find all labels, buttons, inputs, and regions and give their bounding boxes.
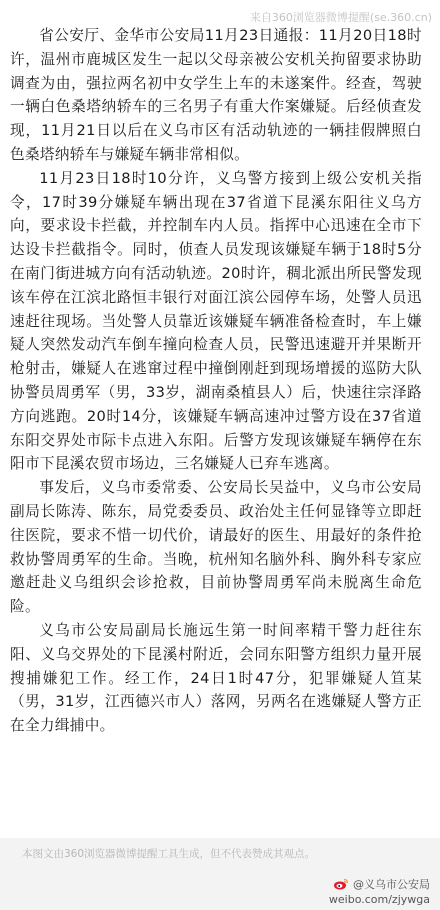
article-body (10, 24, 422, 738)
article-paragraph: 义乌市公安局副局长施远生第一时间率精干警力赶往东阳、义乌交界处的下昆溪村附近，会同东阳警方组织力量开展搜捕嫌犯工作。经工作，24日1时47分，犯罪嫌疑人笪某（男，31岁，江西德兴市人）落网，另两名在逃嫌疑人警方正在全力缉捕中。 (10, 621, 422, 735)
disclaimer-text: 本图文由360浏览器微博提醒工具生成，但不代表赞成其观点。 (22, 848, 316, 860)
watermark-url: weibo.com/zjywga (328, 893, 430, 906)
source-note: 来自360浏览器微博提醒(se.360.cn) (249, 11, 432, 24)
article-paragraph: 11月23日18时10分许，义乌警方接到上级公安机关指令，17时39分嫌疑车辆出现在37省道下昆溪东阳往义乌方向，要求设卡拦截，并控制车内人员。指挥中心迅速在全市下达设卡拦截指令。同时，侦查人员发现该嫌疑车辆于18时5分在南门街进城方向有活动轨迹。20时许，稠北派出所民警发现该车停在江滨北路恒丰银行对面江滨公园停车场，处警人员迅速赶往现场。当处警人员靠近该嫌疑车辆准备检查时，车上嫌疑人突然发动汽车倒车撞向检查人员，民警迅速避开并果断开枪射击，嫌疑人在逃窜过程中撞倒刚赶到现场增援的巡防大队协警员周勇军（男，33岁，湖南桑植县人）后，快速往宗泽路方向逃跑。20时14分，该嫌疑车辆高速冲过警方设在37省道东阳交界处市际卡点进入东阳。后警方发现该嫌疑车辆停在东阳市下昆溪农贸市场边，三名嫌疑人已弃车逃离。 (10, 169, 422, 473)
watermark-account: @义乌市公安局 (353, 878, 430, 891)
footer (0, 838, 440, 910)
weibo-watermark (333, 876, 430, 892)
article-paragraph: 事发后，义乌市委常委、公安局长吴益中，义乌市公安局副局长陈涛、陈东，局党委委员、政治处主任何显锋等立即赶往医院，要求不惜一切代价，请最好的医生、用最好的条件抢救协警周勇军的生命。当晚，杭州知名脑外科、胸外科专家应邀赶赴义乌组织会诊抢救，目前协警周勇军尚未脱离生命危险。 (10, 479, 422, 616)
article-paragraph: 省公安厅、金华市公安局11月23日通报：11月20日18时许，温州市鹿城区发生一起以父母亲被公安机关拘留要求协助调查为由，强拉两名初中女学生上车的未遂案件。经查，驾驶一辆白色桑塔纳轿车的三名男子有重大作案嫌疑。后经侦查发现，11月21日以后在义乌市区有活动轨迹的一辆挂假牌照白色桑塔纳轿车与嫌疑车辆非常相似。 (10, 27, 422, 163)
weibo-logo-icon (333, 878, 349, 890)
